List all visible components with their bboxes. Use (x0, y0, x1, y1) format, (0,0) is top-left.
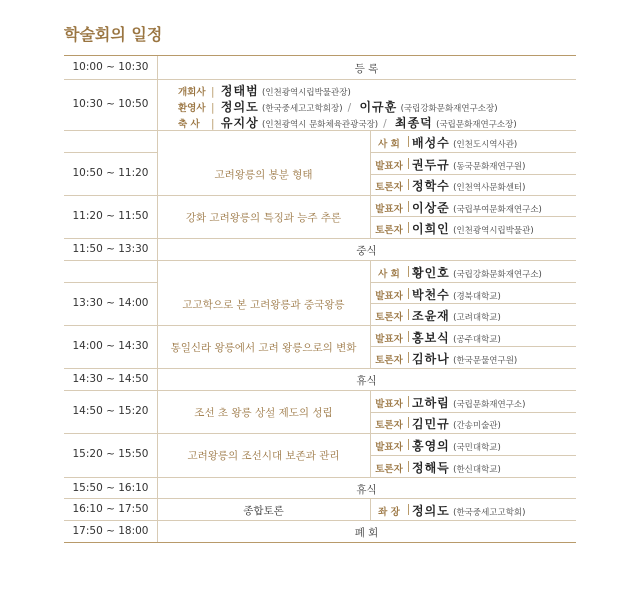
person-name: 정의도 (220, 100, 259, 114)
affiliation: (국립문화재연구소) (453, 400, 526, 410)
person-name: 정학수 (412, 179, 450, 193)
person-name: 권두규 (412, 158, 450, 172)
row-divider (370, 455, 576, 456)
topic-session-6: 고려왕릉의 조선시대 보존과 관리 (187, 450, 340, 462)
row-divider (64, 282, 157, 283)
row-divider (64, 520, 576, 521)
label-closing: 폐 회 (354, 527, 379, 539)
role-separator (408, 201, 409, 212)
role-label: 발표자 (375, 334, 403, 345)
presenter-6 (412, 437, 501, 454)
person-name: 최종덕 (395, 116, 433, 130)
label-break: 휴식 (356, 375, 377, 387)
presenter-1 (412, 156, 525, 173)
affiliation: (한국중세고고학회) (453, 508, 526, 518)
role-label: 발표자 (375, 399, 403, 410)
role-separator (408, 136, 409, 147)
row-divider (64, 325, 576, 326)
role-label: 개회사 (178, 87, 206, 98)
row-divider (64, 498, 576, 499)
row-divider (64, 260, 576, 261)
role-separator (408, 266, 409, 277)
label-lunch: 중식 (356, 245, 377, 257)
row-divider (64, 390, 576, 391)
row-divider (64, 368, 576, 369)
page-title: 학술회의 일정 (64, 25, 163, 44)
presenter-3 (412, 286, 501, 303)
time-session-6: 15:20 ~ 15:50 (72, 448, 149, 460)
affiliation: (한국문물연구원) (453, 356, 518, 366)
affiliation: (인천광역시립박물관장) (262, 88, 351, 98)
row-divider (370, 346, 576, 347)
role-label: 사 회 (378, 269, 400, 280)
table-top-rule (64, 55, 576, 56)
row-divider (64, 79, 576, 80)
affiliation: (국립부여문화재연구소) (453, 205, 542, 215)
role-label: 발표자 (375, 442, 403, 453)
role-separator (408, 439, 409, 450)
person-name: 박천수 (412, 288, 450, 302)
time-break-2: 15:50 ~ 16:10 (72, 482, 149, 494)
person-name: 이희인 (412, 222, 450, 236)
table-bottom-rule (64, 542, 576, 543)
row-divider (64, 152, 157, 153)
role-separator (408, 222, 409, 233)
person-name: 김민규 (412, 417, 450, 431)
topic-session-4: 통일신라 왕릉에서 고려 왕릉으로의 변화 (170, 342, 357, 354)
time-closing: 17:50 ~ 18:00 (72, 525, 149, 537)
role-separator (408, 309, 409, 320)
person-name: 황인호 (412, 266, 450, 280)
opening-line-1: 개회사 | 정태범 (인천광역시립박물관장) (178, 84, 351, 98)
role-separator (408, 461, 409, 472)
presenter-5 (412, 394, 525, 411)
role-label: 토론자 (375, 182, 403, 193)
role-label: 환영사 (178, 103, 206, 114)
affiliation: (한신대학교) (453, 465, 501, 475)
role-label: 토론자 (375, 464, 403, 475)
affiliation: (국립강화문화재연구소) (453, 270, 542, 280)
time-registration: 10:00 ~ 10:30 (72, 61, 149, 73)
person-name: 고하림 (412, 396, 450, 410)
person-name: 유지상 (220, 116, 259, 130)
role-separator (408, 179, 409, 190)
affiliation: (경북대학교) (453, 292, 501, 302)
affiliation: (인천도시역사관) (453, 140, 518, 150)
row-divider (64, 195, 576, 196)
discussant-1 (412, 177, 525, 194)
time-break: 14:30 ~ 14:50 (72, 373, 149, 385)
person-name: 배성수 (412, 136, 450, 150)
role-label: 축 사 (178, 119, 200, 130)
affiliation: (간송미술관) (453, 421, 501, 431)
topic-session-5: 조선 초 왕릉 상설 제도의 성립 (194, 407, 333, 419)
role-separator (408, 288, 409, 299)
role-label: 발표자 (375, 204, 403, 215)
person-name: 정의도 (412, 504, 450, 518)
presenter-4 (412, 329, 501, 346)
row-divider (64, 477, 576, 478)
time-lunch: 11:50 ~ 13:30 (72, 243, 149, 255)
row-divider (64, 238, 576, 239)
time-session-3: 13:30 ~ 14:00 (72, 297, 149, 309)
presenter-2 (412, 199, 542, 216)
role-label: 발표자 (375, 291, 403, 302)
affiliation: (공주대학교) (453, 335, 501, 345)
opening-line-2: 환영사 | 정의도 (한국중세고고학회장) / 이규훈 (국립강화문화재연구소장) (178, 100, 498, 114)
discussant-4 (412, 350, 517, 367)
time-session-5: 14:50 ~ 15:20 (72, 405, 149, 417)
role-separator (408, 158, 409, 169)
row-divider (370, 216, 576, 217)
time-opening: 10:30 ~ 10:50 (72, 98, 149, 110)
row-divider (370, 282, 576, 283)
affiliation: (국민대학교) (453, 443, 501, 453)
chair-2 (412, 264, 542, 281)
affiliation: (국립강화문화재연구소장) (400, 104, 498, 114)
topic-session-1: 고려왕릉의 봉분 형태 (214, 169, 313, 181)
topic-discussion: 종합토론 (243, 505, 284, 517)
role-label: 토론자 (375, 420, 403, 431)
topic-session-2: 강화 고려왕릉의 특징과 능주 추론 (185, 212, 342, 224)
person-name: 이상준 (412, 201, 450, 215)
person-name: 김하나 (412, 352, 450, 366)
time-session-2: 11:20 ~ 11:50 (72, 210, 149, 222)
role-separator (408, 352, 409, 363)
person-name: 정태범 (220, 84, 259, 98)
row-divider (370, 174, 576, 175)
affiliation: (동국문화재연구원) (453, 162, 526, 172)
discussant-5 (412, 415, 501, 432)
role-label: 좌 장 (378, 507, 400, 518)
person-name: 조윤재 (412, 309, 450, 323)
role-separator (408, 504, 409, 515)
discussant-2 (412, 220, 534, 237)
affiliation: (국립문화재연구소장) (436, 120, 517, 130)
label-registration: 등 록 (354, 63, 379, 75)
row-divider (370, 152, 576, 153)
person-name: 정해득 (412, 461, 450, 475)
affiliation: (한국중세고고학회장) (262, 104, 343, 114)
role-separator (408, 417, 409, 428)
discussion-chair (412, 502, 525, 519)
row-divider (370, 412, 576, 413)
affiliation: (인천역사문화센터) (453, 183, 526, 193)
person-name: 홍영의 (412, 439, 450, 453)
role-label: 사 회 (378, 139, 400, 150)
person-name: 이규훈 (359, 100, 398, 114)
affiliation: (인천광역시 문화체육관광국장) (262, 120, 379, 130)
topic-session-3: 고고학으로 본 고려왕릉과 중국왕릉 (182, 299, 345, 311)
time-session-4: 14:00 ~ 14:30 (72, 340, 149, 352)
chair-1 (412, 134, 517, 151)
discussant-3 (412, 307, 501, 324)
person-name: 홍보식 (412, 331, 450, 345)
role-label: 토론자 (375, 312, 403, 323)
role-label: 토론자 (375, 225, 403, 236)
role-separator (408, 331, 409, 342)
role-label: 발표자 (375, 161, 403, 172)
time-discussion: 16:10 ~ 17:50 (72, 503, 149, 515)
discussant-6 (412, 459, 501, 476)
role-label: 토론자 (375, 355, 403, 366)
row-divider (370, 303, 576, 304)
opening-line-3: 축 사 | 유지상 (인천광역시 문화체육관광국장) / 최종덕 (국립문화재연구소장) (178, 116, 517, 130)
label-break-2: 휴식 (356, 484, 377, 496)
affiliation: (인천광역시립박물관) (453, 226, 534, 236)
row-divider (64, 433, 576, 434)
affiliation: (고려대학교) (453, 313, 501, 323)
role-separator (408, 396, 409, 407)
time-session-1: 10:50 ~ 11:20 (72, 167, 149, 179)
